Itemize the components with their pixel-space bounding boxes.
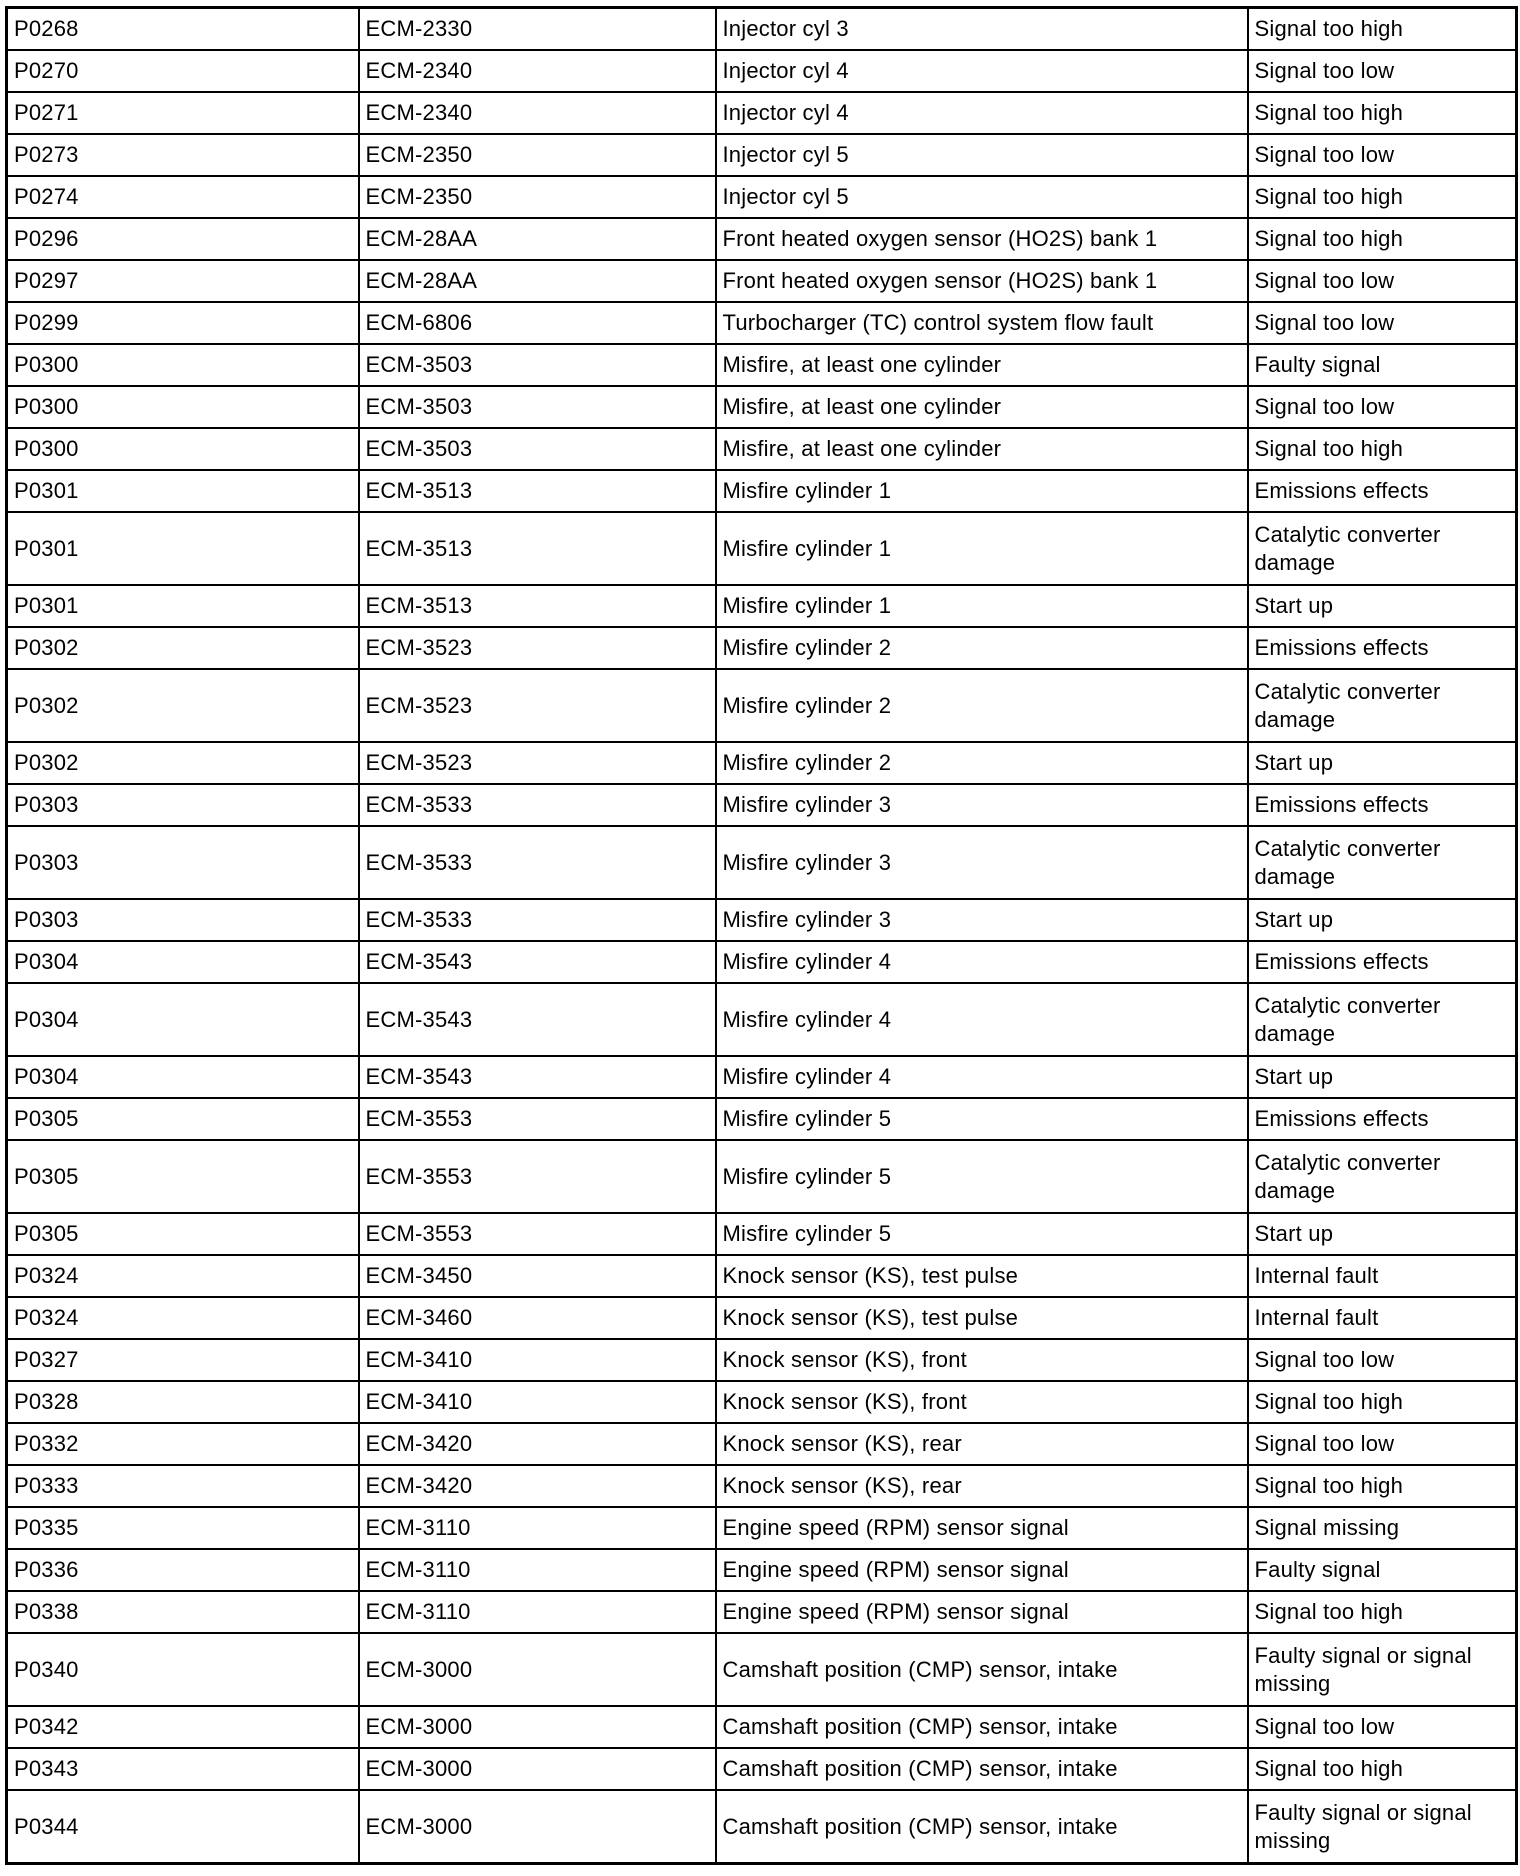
component-cell: Engine speed (RPM) sensor signal: [716, 1591, 1248, 1633]
dtc-code-cell: P0303: [7, 826, 359, 899]
fault-type-cell: Internal fault: [1248, 1255, 1517, 1297]
component-cell: Misfire cylinder 4: [716, 941, 1248, 983]
ecm-code-cell: ECM-3513: [359, 585, 716, 627]
ecm-code-cell: ECM-3000: [359, 1706, 716, 1748]
component-cell: Misfire cylinder 3: [716, 826, 1248, 899]
table-row: [7, 260, 1517, 302]
dtc-code-cell: P0274: [7, 176, 359, 218]
component-cell: Misfire cylinder 3: [716, 899, 1248, 941]
table-row: [7, 1465, 1517, 1507]
table-row: [7, 1748, 1517, 1790]
dtc-code-cell: P0304: [7, 941, 359, 983]
table-row: [7, 1056, 1517, 1098]
component-cell: Injector cyl 4: [716, 92, 1248, 134]
table-row: [7, 1255, 1517, 1297]
component-cell: Knock sensor (KS), rear: [716, 1465, 1248, 1507]
diagnostic-trouble-code-table: [5, 6, 1518, 1865]
ecm-code-cell: ECM-3000: [359, 1748, 716, 1790]
component-cell: Misfire cylinder 2: [716, 669, 1248, 742]
table-row: [7, 1549, 1517, 1591]
fault-type-cell: Start up: [1248, 585, 1517, 627]
dtc-code-cell: P0302: [7, 627, 359, 669]
component-cell: Misfire cylinder 5: [716, 1140, 1248, 1213]
table-row: [7, 302, 1517, 344]
table-row: [7, 941, 1517, 983]
ecm-code-cell: ECM-3503: [359, 428, 716, 470]
ecm-code-cell: ECM-3410: [359, 1339, 716, 1381]
ecm-code-cell: ECM-2350: [359, 176, 716, 218]
component-cell: Front heated oxygen sensor (HO2S) bank 1: [716, 260, 1248, 302]
dtc-code-cell: P0344: [7, 1790, 359, 1864]
ecm-code-cell: ECM-2340: [359, 50, 716, 92]
component-cell: Knock sensor (KS), front: [716, 1381, 1248, 1423]
table-row: [7, 1706, 1517, 1748]
fault-type-cell: Internal fault: [1248, 1297, 1517, 1339]
dtc-code-cell: P0342: [7, 1706, 359, 1748]
component-cell: Misfire cylinder 1: [716, 585, 1248, 627]
fault-type-cell: Signal too low: [1248, 1423, 1517, 1465]
component-cell: Misfire, at least one cylinder: [716, 386, 1248, 428]
dtc-code-cell: P0324: [7, 1255, 359, 1297]
dtc-code-cell: P0328: [7, 1381, 359, 1423]
component-cell: Knock sensor (KS), test pulse: [716, 1255, 1248, 1297]
ecm-code-cell: ECM-3000: [359, 1633, 716, 1706]
table-row: [7, 50, 1517, 92]
fault-type-cell: Emissions effects: [1248, 941, 1517, 983]
ecm-code-cell: ECM-3460: [359, 1297, 716, 1339]
dtc-code-cell: P0271: [7, 92, 359, 134]
fault-type-cell: Signal too low: [1248, 134, 1517, 176]
table-row: [7, 1591, 1517, 1633]
table-row: [7, 585, 1517, 627]
table-row: [7, 1633, 1517, 1706]
dtc-code-cell: P0305: [7, 1098, 359, 1140]
component-cell: Camshaft position (CMP) sensor, intake: [716, 1790, 1248, 1864]
fault-type-cell: Start up: [1248, 899, 1517, 941]
table-row: [7, 826, 1517, 899]
fault-type-cell: Start up: [1248, 1056, 1517, 1098]
fault-type-cell: Signal too high: [1248, 1465, 1517, 1507]
dtc-code-cell: P0299: [7, 302, 359, 344]
ecm-code-cell: ECM-3523: [359, 627, 716, 669]
table-row: [7, 470, 1517, 512]
table-row: [7, 218, 1517, 260]
fault-type-cell: Emissions effects: [1248, 1098, 1517, 1140]
dtc-code-cell: P0268: [7, 8, 359, 51]
component-cell: Misfire cylinder 5: [716, 1098, 1248, 1140]
fault-type-cell: Faulty signal or signal missing: [1248, 1633, 1517, 1706]
table-body: [7, 8, 1517, 1864]
ecm-code-cell: ECM-3110: [359, 1591, 716, 1633]
ecm-code-cell: ECM-3533: [359, 899, 716, 941]
table-row: [7, 1423, 1517, 1465]
component-cell: Misfire, at least one cylinder: [716, 344, 1248, 386]
table-row: [7, 669, 1517, 742]
dtc-code-cell: P0304: [7, 1056, 359, 1098]
table-row: [7, 134, 1517, 176]
ecm-code-cell: ECM-3110: [359, 1507, 716, 1549]
table-row: [7, 1140, 1517, 1213]
dtc-code-cell: P0327: [7, 1339, 359, 1381]
fault-type-cell: Signal too high: [1248, 92, 1517, 134]
component-cell: Engine speed (RPM) sensor signal: [716, 1549, 1248, 1591]
dtc-code-cell: P0301: [7, 585, 359, 627]
fault-type-cell: Start up: [1248, 742, 1517, 784]
ecm-code-cell: ECM-3450: [359, 1255, 716, 1297]
ecm-code-cell: ECM-2340: [359, 92, 716, 134]
table-row: [7, 627, 1517, 669]
table-row: [7, 428, 1517, 470]
dtc-code-cell: P0338: [7, 1591, 359, 1633]
fault-type-cell: Signal too low: [1248, 302, 1517, 344]
fault-type-cell: Emissions effects: [1248, 627, 1517, 669]
table-row: [7, 784, 1517, 826]
fault-type-cell: Emissions effects: [1248, 784, 1517, 826]
component-cell: Camshaft position (CMP) sensor, intake: [716, 1706, 1248, 1748]
dtc-code-cell: P0301: [7, 470, 359, 512]
dtc-code-cell: P0303: [7, 784, 359, 826]
dtc-code-cell: P0303: [7, 899, 359, 941]
ecm-code-cell: ECM-3503: [359, 386, 716, 428]
fault-type-cell: Catalytic converter damage: [1248, 983, 1517, 1056]
table-row: [7, 1213, 1517, 1255]
table-row: [7, 742, 1517, 784]
ecm-code-cell: ECM-3420: [359, 1423, 716, 1465]
dtc-code-cell: P0343: [7, 1748, 359, 1790]
dtc-code-cell: P0336: [7, 1549, 359, 1591]
fault-type-cell: Signal too high: [1248, 1591, 1517, 1633]
ecm-code-cell: ECM-3523: [359, 669, 716, 742]
dtc-code-cell: P0300: [7, 428, 359, 470]
fault-type-cell: Catalytic converter damage: [1248, 512, 1517, 585]
ecm-code-cell: ECM-28AA: [359, 218, 716, 260]
ecm-code-cell: ECM-2330: [359, 8, 716, 51]
fault-type-cell: Signal too low: [1248, 1339, 1517, 1381]
table-row: [7, 899, 1517, 941]
table-row: [7, 176, 1517, 218]
dtc-code-cell: P0300: [7, 344, 359, 386]
fault-type-cell: Signal too low: [1248, 50, 1517, 92]
fault-type-cell: Signal too high: [1248, 176, 1517, 218]
component-cell: Knock sensor (KS), test pulse: [716, 1297, 1248, 1339]
component-cell: Front heated oxygen sensor (HO2S) bank 1: [716, 218, 1248, 260]
fault-type-cell: Signal too low: [1248, 1706, 1517, 1748]
ecm-code-cell: ECM-3553: [359, 1213, 716, 1255]
fault-type-cell: Catalytic converter damage: [1248, 669, 1517, 742]
fault-type-cell: Faulty signal or signal missing: [1248, 1790, 1517, 1864]
fault-type-cell: Signal too high: [1248, 1381, 1517, 1423]
fault-type-cell: Faulty signal: [1248, 344, 1517, 386]
component-cell: Misfire cylinder 4: [716, 983, 1248, 1056]
fault-type-cell: Catalytic converter damage: [1248, 826, 1517, 899]
dtc-code-cell: P0302: [7, 669, 359, 742]
fault-type-cell: Faulty signal: [1248, 1549, 1517, 1591]
table-row: [7, 386, 1517, 428]
dtc-code-cell: P0300: [7, 386, 359, 428]
component-cell: Injector cyl 5: [716, 176, 1248, 218]
component-cell: Misfire cylinder 5: [716, 1213, 1248, 1255]
component-cell: Misfire cylinder 1: [716, 512, 1248, 585]
component-cell: Misfire, at least one cylinder: [716, 428, 1248, 470]
ecm-code-cell: ECM-3543: [359, 983, 716, 1056]
dtc-code-cell: P0335: [7, 1507, 359, 1549]
dtc-code-cell: P0304: [7, 983, 359, 1056]
component-cell: Misfire cylinder 4: [716, 1056, 1248, 1098]
component-cell: Engine speed (RPM) sensor signal: [716, 1507, 1248, 1549]
dtc-code-cell: P0340: [7, 1633, 359, 1706]
dtc-code-cell: P0305: [7, 1213, 359, 1255]
table-row: [7, 512, 1517, 585]
ecm-code-cell: ECM-3533: [359, 784, 716, 826]
table-row: [7, 1339, 1517, 1381]
component-cell: Misfire cylinder 2: [716, 742, 1248, 784]
fault-type-cell: Signal too high: [1248, 218, 1517, 260]
table-row: [7, 1381, 1517, 1423]
component-cell: Misfire cylinder 3: [716, 784, 1248, 826]
component-cell: Injector cyl 4: [716, 50, 1248, 92]
dtc-code-cell: P0296: [7, 218, 359, 260]
ecm-code-cell: ECM-3410: [359, 1381, 716, 1423]
ecm-code-cell: ECM-3000: [359, 1790, 716, 1864]
table-row: [7, 1790, 1517, 1864]
ecm-code-cell: ECM-3523: [359, 742, 716, 784]
component-cell: Camshaft position (CMP) sensor, intake: [716, 1633, 1248, 1706]
component-cell: Turbocharger (TC) control system flow fault: [716, 302, 1248, 344]
component-cell: Injector cyl 5: [716, 134, 1248, 176]
component-cell: Camshaft position (CMP) sensor, intake: [716, 1748, 1248, 1790]
component-cell: Knock sensor (KS), rear: [716, 1423, 1248, 1465]
table-row: [7, 983, 1517, 1056]
dtc-code-cell: P0302: [7, 742, 359, 784]
ecm-code-cell: ECM-3513: [359, 470, 716, 512]
ecm-code-cell: ECM-2350: [359, 134, 716, 176]
dtc-code-cell: P0305: [7, 1140, 359, 1213]
ecm-code-cell: ECM-28AA: [359, 260, 716, 302]
fault-type-cell: Signal too low: [1248, 386, 1517, 428]
component-cell: Misfire cylinder 1: [716, 470, 1248, 512]
ecm-code-cell: ECM-3543: [359, 1056, 716, 1098]
dtc-code-cell: P0301: [7, 512, 359, 585]
component-cell: Injector cyl 3: [716, 8, 1248, 51]
dtc-code-cell: P0324: [7, 1297, 359, 1339]
fault-type-cell: Signal too low: [1248, 260, 1517, 302]
fault-type-cell: Signal too high: [1248, 8, 1517, 51]
table-row: [7, 92, 1517, 134]
ecm-code-cell: ECM-3533: [359, 826, 716, 899]
dtc-code-cell: P0333: [7, 1465, 359, 1507]
dtc-code-cell: P0273: [7, 134, 359, 176]
fault-type-cell: Signal missing: [1248, 1507, 1517, 1549]
dtc-code-cell: P0270: [7, 50, 359, 92]
table-row: [7, 8, 1517, 51]
fault-type-cell: Signal too high: [1248, 1748, 1517, 1790]
table-row: [7, 1297, 1517, 1339]
component-cell: Knock sensor (KS), front: [716, 1339, 1248, 1381]
table-row: [7, 344, 1517, 386]
table-row: [7, 1098, 1517, 1140]
ecm-code-cell: ECM-3553: [359, 1140, 716, 1213]
dtc-code-cell: P0297: [7, 260, 359, 302]
ecm-code-cell: ECM-3110: [359, 1549, 716, 1591]
dtc-code-cell: P0332: [7, 1423, 359, 1465]
ecm-code-cell: ECM-6806: [359, 302, 716, 344]
fault-type-cell: Catalytic converter damage: [1248, 1140, 1517, 1213]
ecm-code-cell: ECM-3503: [359, 344, 716, 386]
ecm-code-cell: ECM-3553: [359, 1098, 716, 1140]
ecm-code-cell: ECM-3543: [359, 941, 716, 983]
fault-type-cell: Emissions effects: [1248, 470, 1517, 512]
ecm-code-cell: ECM-3420: [359, 1465, 716, 1507]
table-row: [7, 1507, 1517, 1549]
ecm-code-cell: ECM-3513: [359, 512, 716, 585]
fault-type-cell: Signal too high: [1248, 428, 1517, 470]
fault-type-cell: Start up: [1248, 1213, 1517, 1255]
component-cell: Misfire cylinder 2: [716, 627, 1248, 669]
